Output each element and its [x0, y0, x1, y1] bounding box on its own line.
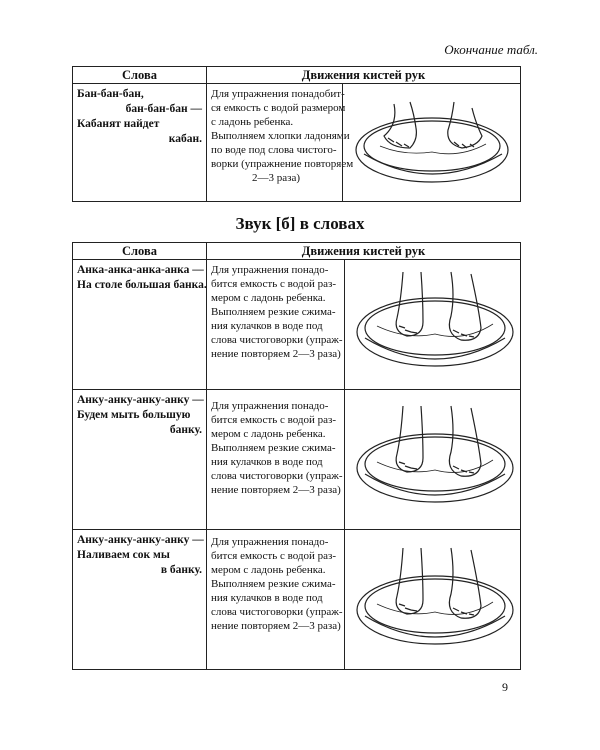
movements-line: слова чистоговорки (упраж-	[211, 334, 343, 346]
movements-line: Для упражнения понадо-	[211, 536, 329, 548]
cell-divider	[344, 390, 345, 529]
movements-line: ся емкость с водой размером	[211, 102, 346, 114]
movements-line: Выполняем резкие сжима-	[211, 442, 336, 454]
table-row	[73, 260, 521, 390]
words-cell	[73, 390, 207, 530]
table-row	[73, 84, 521, 202]
movements-cell	[207, 84, 521, 202]
words-line: кабан.	[168, 133, 202, 145]
movements-line: Выполняем хлопки ладонями	[211, 130, 350, 142]
words-cell	[73, 84, 207, 202]
movements-cell	[207, 260, 521, 390]
fists-in-water-illustration	[347, 390, 521, 530]
movements-line: ния кулачков в воде под	[211, 592, 323, 604]
table-row	[73, 530, 521, 670]
cell-divider	[344, 260, 345, 389]
movements-cell	[207, 530, 521, 670]
movements-line: Выполняем резкие сжима-	[211, 306, 336, 318]
words-cell	[73, 260, 207, 390]
words-line: Будем мыть большую	[77, 409, 191, 421]
words-line: Наливаем сок мы	[77, 549, 170, 561]
movements-line: 2—3 раза)	[251, 172, 301, 184]
words-line: банку.	[169, 424, 202, 436]
exercise-table-continued	[72, 66, 521, 202]
movements-line: мером с ладонь ребенка.	[211, 564, 326, 576]
movements-line: нение повторяем 2—3 раза)	[211, 620, 341, 632]
fists-in-water-illustration	[347, 260, 521, 390]
hands-clapping-water-illustration	[344, 84, 520, 202]
movements-line: Для упражнения понадо-	[211, 264, 329, 276]
movements-line: Для упражнения понадо-	[211, 400, 329, 412]
words-line: Анку-анку-анку-анку —	[77, 534, 204, 546]
movements-line: ния кулачков в воде под	[211, 320, 323, 332]
movements-line: Выполняем резкие сжима-	[211, 578, 336, 590]
movements-line: Для упражнения понадобит-	[211, 88, 345, 100]
movements-line: слова чистоговорки (упраж-	[211, 606, 343, 618]
movements-line: бится емкость с водой раз-	[211, 278, 337, 290]
words-line: Анка-анка-анка-анка —	[77, 264, 204, 276]
words-cell	[73, 530, 207, 670]
movements-line: с ладонь ребенка.	[211, 116, 294, 128]
table-header-row	[73, 243, 521, 260]
movements-line: слова чистоговорки (упраж-	[211, 470, 343, 482]
table-row	[73, 390, 521, 530]
words-line: Анку-анку-анку-анку —	[77, 394, 204, 406]
fists-in-water-illustration	[347, 530, 521, 670]
movements-cell	[207, 390, 521, 530]
movements-line: нение повторяем 2—3 раза)	[211, 484, 341, 496]
section-title: Звук [б] в словах	[235, 214, 365, 233]
movements-line: ния кулачков в воде под	[211, 456, 323, 468]
words-line: Кабанят найдет	[77, 118, 160, 130]
words-line: Бан-бан-бан,	[77, 88, 144, 100]
cell-divider	[342, 84, 343, 201]
words-line: бан-бан-бан —	[125, 103, 202, 115]
exercise-table	[72, 242, 521, 670]
table-header-row	[73, 67, 521, 84]
page-number: 9	[502, 680, 508, 694]
movements-line: мером с ладонь ребенка.	[211, 292, 326, 304]
header-words: Слова	[73, 67, 207, 84]
header-movements: Движения кистей рук	[207, 67, 521, 84]
movements-line: ворки (упражнение повторяем	[211, 158, 354, 170]
movements-line: мером с ладонь ребенка.	[211, 428, 326, 440]
words-line: в банку.	[160, 564, 202, 576]
movements-line: по воде под слова чистого-	[211, 144, 337, 156]
movements-line: бится емкость с водой раз-	[211, 414, 337, 426]
movements-line: бится емкость с водой раз-	[211, 550, 337, 562]
cell-divider	[344, 530, 345, 669]
words-line: На столе большая банка.	[77, 279, 207, 291]
movements-line: нение повторяем 2—3 раза)	[211, 348, 341, 360]
header-movements: Движения кистей рук	[207, 243, 521, 260]
header-words: Слова	[73, 243, 207, 260]
running-head: Окончание табл.	[444, 42, 538, 57]
